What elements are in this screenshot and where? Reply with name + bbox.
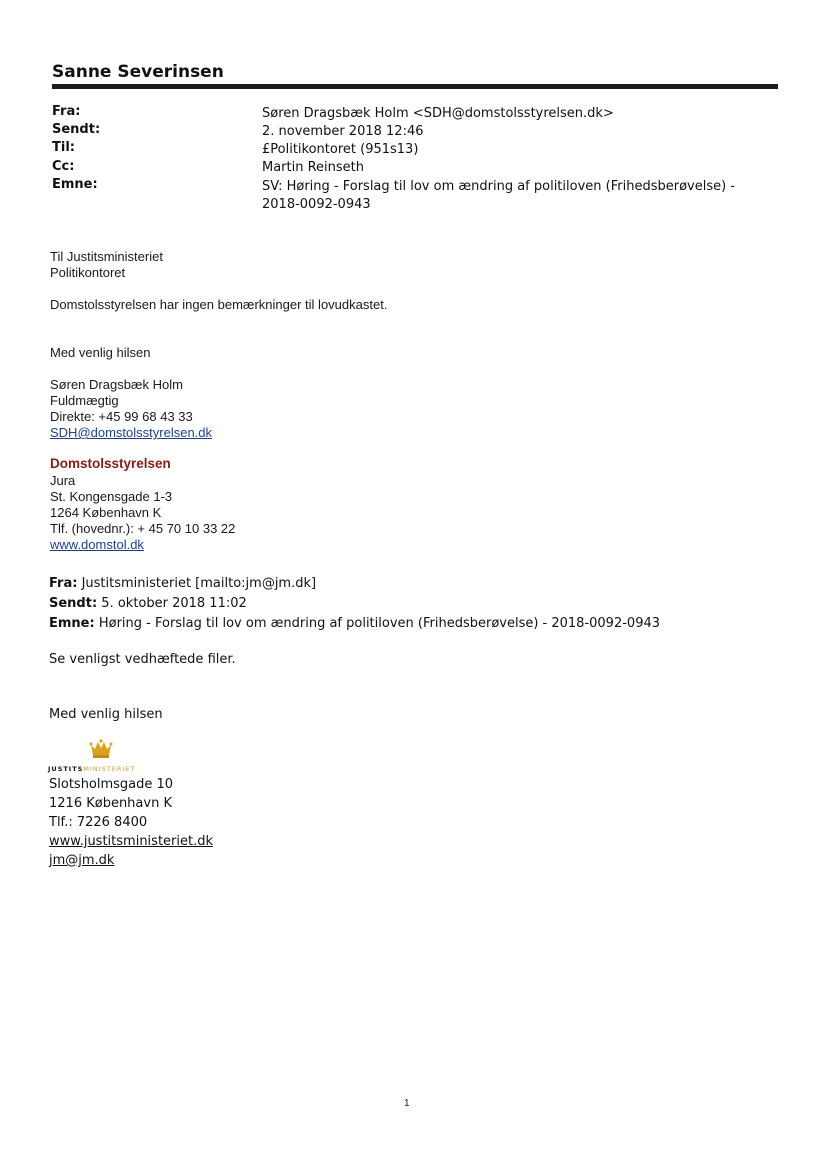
header-subject-line1: SV: Høring - Forslag til lov om ændring af politiloven (Frihedsberøvelse) - — [262, 179, 735, 194]
org-city: 1264 København K — [50, 505, 162, 520]
page-number: 1 — [404, 1098, 410, 1109]
header-subject-line2: 2018-0092-0943 — [262, 197, 371, 212]
message-recipient-line2: Politikontoret — [50, 265, 126, 280]
forwarded-subject-value: Høring - Forslag til lov om ændring af politiloven (Frihedsberøvelse) - 2018-0092-0943 — [98, 616, 661, 631]
signature-title: Fuldmægtig — [50, 393, 119, 408]
ministry-city: 1216 København K — [49, 796, 172, 811]
forwarded-sent-label: Sendt: — [49, 596, 98, 611]
message-recipient-line1: Til Justitsministeriet — [50, 249, 163, 264]
org-dept: Jura — [50, 473, 76, 488]
signature-phone: Direkte: +45 99 68 43 33 — [50, 409, 193, 424]
forwarded-subject-row — [49, 616, 660, 631]
org-name: Domstolsstyrelsen — [50, 456, 171, 471]
header-label-sent: Sendt: — [52, 122, 101, 137]
forwarded-subject-label: Emne: — [49, 616, 95, 631]
forwarded-from-value: Justitsministeriet [mailto:jm@jm.dk] — [81, 576, 317, 591]
ministry-street: Slotsholmsgade 10 — [49, 777, 174, 792]
header-label-from: Fra: — [52, 104, 81, 119]
header-label-subject: Emne: — [52, 177, 98, 192]
forwarded-body: Se venligst vedhæftede filer. — [49, 652, 236, 667]
forwarded-sent-row — [49, 596, 247, 611]
header-label-to: Til: — [52, 140, 75, 155]
title-rule — [52, 84, 778, 89]
crown-logo-icon — [88, 738, 114, 760]
header-cc-value: Martin Reinseth — [262, 160, 365, 175]
org-street: St. Kongensgade 1-3 — [50, 489, 173, 504]
org-web-link[interactable]: www.domstol.dk — [50, 537, 144, 552]
forwarded-greeting: Med venlig hilsen — [49, 707, 163, 722]
forwarded-sent-value: 5. oktober 2018 11:02 — [101, 596, 247, 611]
signature-email-link[interactable]: SDH@domstolsstyrelsen.dk — [50, 425, 213, 440]
forwarded-from-label: Fra: — [49, 576, 78, 591]
ministry-logo-text — [48, 765, 135, 773]
ministry-web-link[interactable]: www.justitsministeriet.dk — [49, 834, 213, 849]
header-label-cc: Cc: — [52, 159, 75, 174]
ministry-phone: Tlf.: 7226 8400 — [49, 815, 148, 830]
logo-text-bold: JUSTITS — [48, 765, 84, 773]
ministry-email-link[interactable]: jm@jm.dk — [49, 853, 115, 868]
header-from-value: Søren Dragsbæk Holm <SDH@domstolsstyrelsen.dk> — [262, 106, 614, 121]
message-body: Domstolsstyrelsen har ingen bemærkninger til lovudkastet. — [50, 297, 388, 312]
logo-text-light: MINISTERIET — [83, 765, 136, 773]
forwarded-from-row — [49, 576, 316, 591]
message-greeting: Med venlig hilsen — [50, 345, 151, 360]
header-sent-value: 2. november 2018 12:46 — [262, 124, 424, 139]
page-title: Sanne Severinsen — [52, 62, 224, 82]
signature-name: Søren Dragsbæk Holm — [50, 377, 183, 392]
org-phone: Tlf. (hovednr.): + 45 70 10 33 22 — [50, 521, 236, 536]
header-to-value: £Politikontoret (951s13) — [262, 142, 419, 157]
